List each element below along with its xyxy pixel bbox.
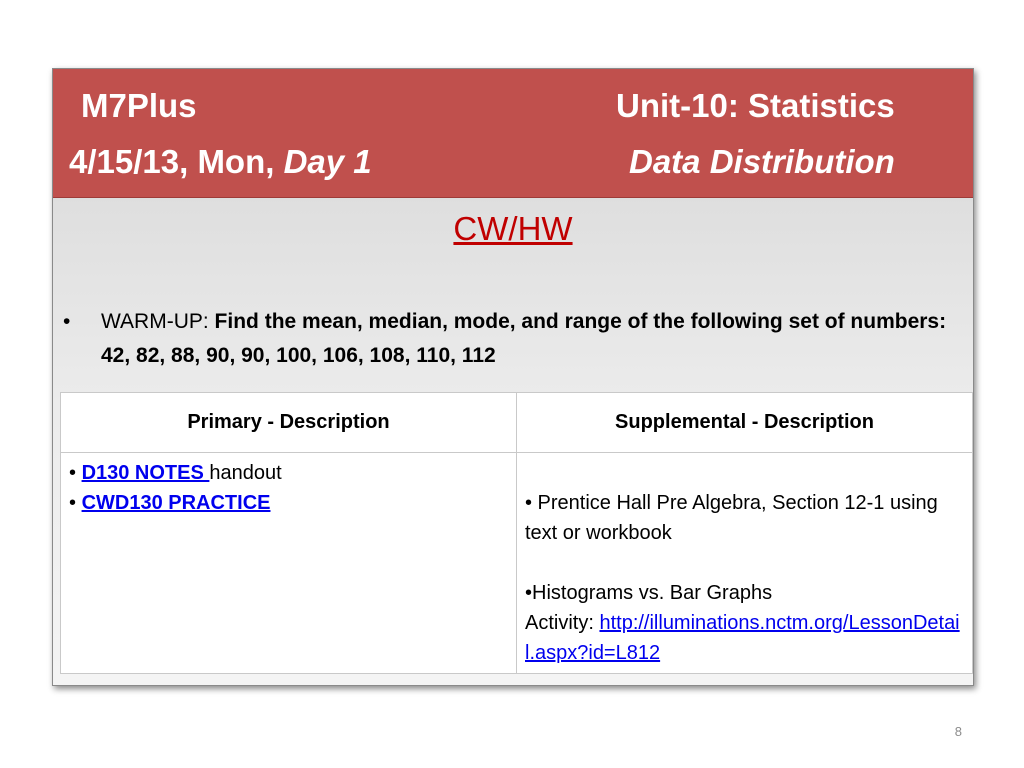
unit-title: Unit-10: Statistics: [616, 87, 895, 124]
warmup-label: WARM-UP:: [101, 310, 215, 333]
list-item: • Prentice Hall Pre Algebra, Section 12-1 using text or workbook: [525, 492, 938, 544]
resources-table: [60, 392, 973, 674]
supplemental-cell: [517, 453, 973, 674]
slide-frame: [52, 68, 974, 686]
spacer: [525, 548, 964, 578]
primary-cell: [61, 453, 517, 674]
topic-title: Data Distribution: [629, 143, 895, 180]
d130-notes-link[interactable]: D130 NOTES: [81, 462, 210, 484]
list-item: •Histograms vs. Bar Graphs: [525, 582, 773, 604]
table-header-row: [61, 393, 973, 453]
primary-header: Primary - Description: [61, 393, 517, 453]
supplemental-header: Supplemental - Description: [517, 393, 973, 453]
header-banner: [53, 69, 973, 198]
list-item: [69, 458, 508, 488]
item-suffix: handout: [209, 462, 282, 484]
page-number: 8: [954, 724, 962, 739]
illuminations-link[interactable]: http://illuminations.nctm.org/LessonDetail.aspx?id=L812: [525, 612, 960, 664]
spacer: [525, 458, 964, 488]
list-item: [69, 488, 508, 518]
warmup-question: Find the mean, median, mode, and range of the following set of numbers: 42, 82, 88, 90, 90, 100, 106, 108, 110, 112: [101, 310, 947, 367]
bullet-icon: •: [69, 462, 82, 484]
day-label: Day 1: [283, 143, 372, 180]
date-text: 4/15/13, Mon,: [69, 143, 284, 180]
cwd130-practice-link[interactable]: CWD130 PRACTICE: [81, 492, 271, 514]
course-name: M7Plus: [81, 87, 197, 124]
activity-label: Activity:: [525, 612, 600, 634]
warmup-text: [101, 305, 963, 373]
section-title: CW/HW: [453, 210, 573, 247]
warmup-item: [63, 305, 963, 373]
bullet-icon: •: [63, 310, 71, 333]
list-item: [525, 608, 964, 668]
bullet-icon: •: [69, 492, 82, 514]
table-row: [61, 453, 973, 674]
lesson-date: [69, 142, 372, 182]
